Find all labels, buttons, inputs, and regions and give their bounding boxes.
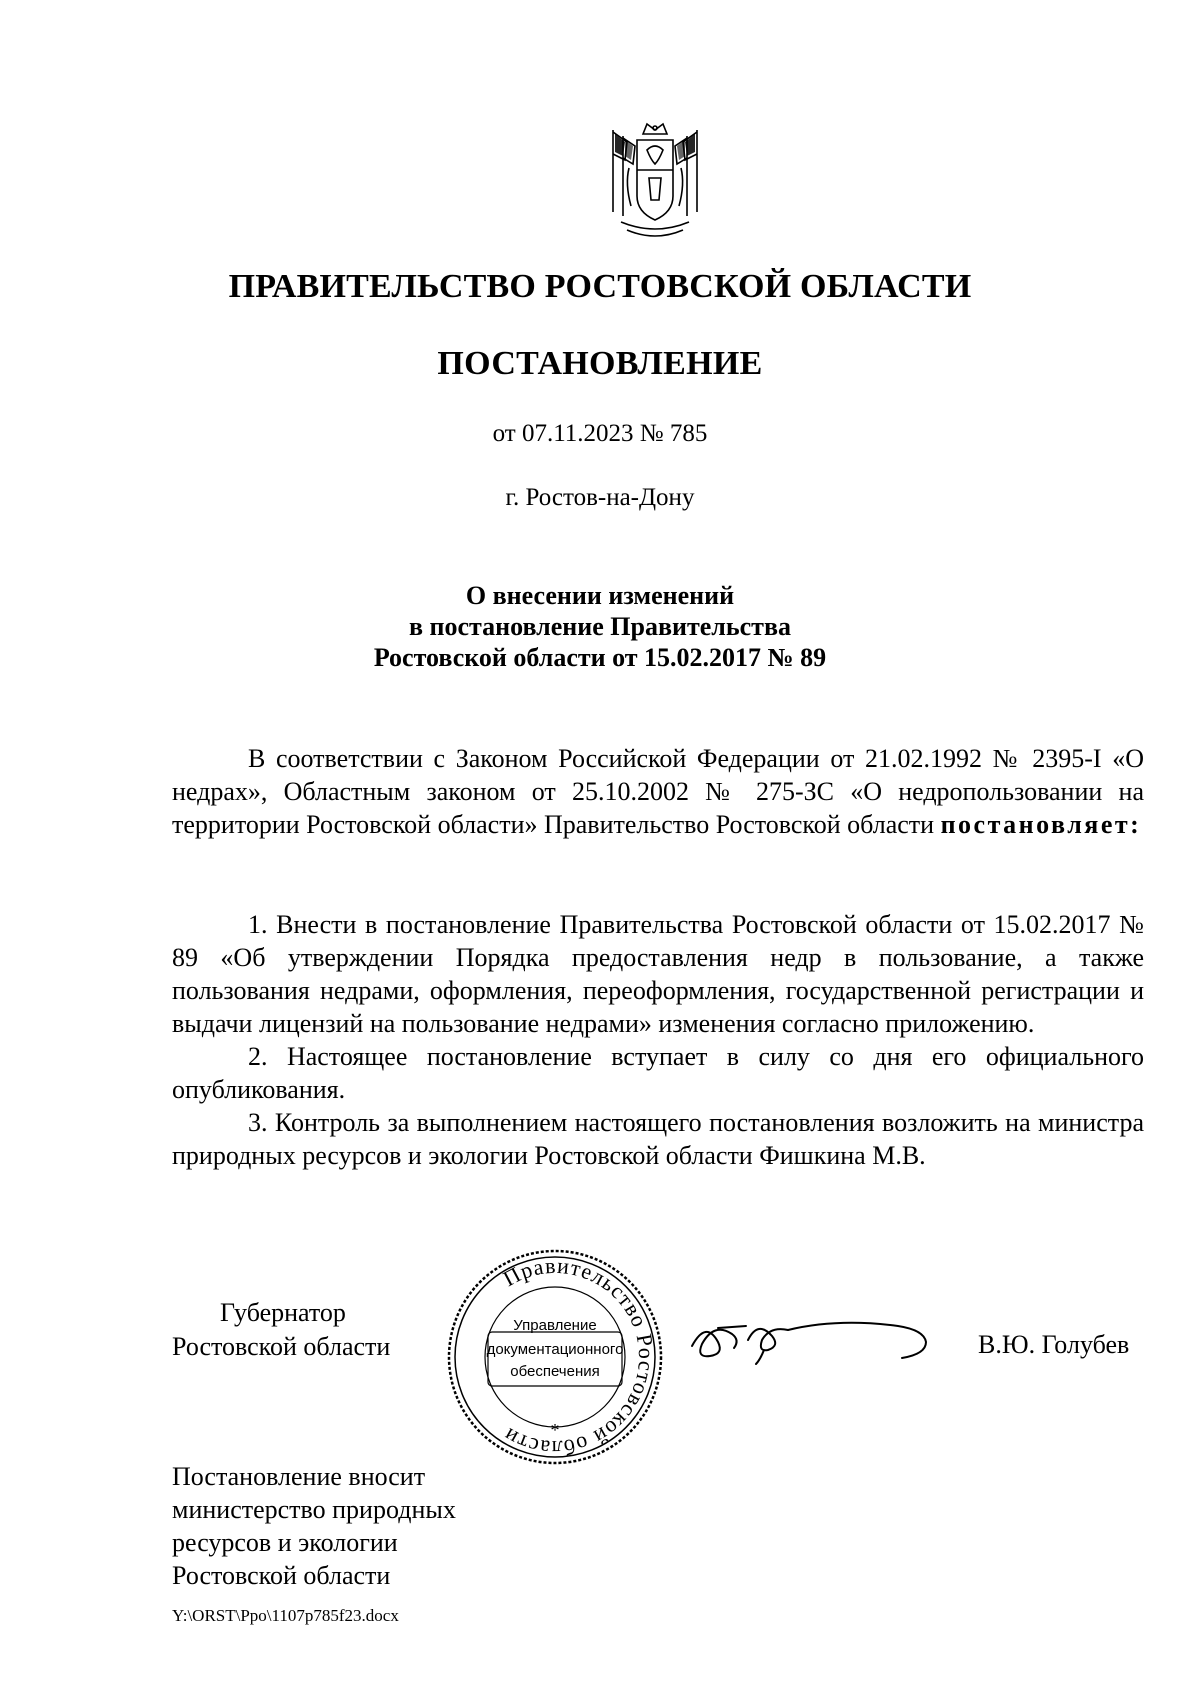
coat-of-arms-icon <box>603 120 707 246</box>
document-subject <box>0 580 1200 673</box>
document-date-number: от 07.11.2023 № 785 <box>492 420 708 447</box>
subject-line: в постановление Правительства <box>408 612 791 641</box>
preamble-text: В соответствии с Законом Российской Федерации от 21.02.1992 № 2395-I «О недрах», Областным законом от 25.10.2002 № 275-ЗС «О недропользовании на территории Ростовской области» Правительство Ростовской области <box>172 744 1144 839</box>
file-path: Y:\ORST\Ppo\1107p785f23.docx <box>172 1606 399 1625</box>
signer-position-line: Ростовской области <box>172 1332 391 1361</box>
signer-name: В.Ю. Голубев <box>978 1330 1130 1359</box>
seal-center-line: документационного <box>486 1341 624 1358</box>
handwritten-signature <box>688 1306 938 1366</box>
introducer-line: Ростовской области <box>172 1561 391 1590</box>
introducer-line: министерство природных <box>172 1495 456 1524</box>
seal-center-line: Управление <box>513 1317 597 1334</box>
signer-position <box>172 1296 390 1364</box>
list-item: 2. Настоящее постановление вступает в силу со дня его официального опубликования. <box>172 1042 1144 1104</box>
signer-position-line: Губернатор <box>220 1298 346 1327</box>
organization-title: ПРАВИТЕЛЬСТВО РОСТОВСКОЙ ОБЛАСТИ <box>228 268 972 305</box>
introducer-note <box>172 1460 456 1592</box>
document-type-title: ПОСТАНОВЛЕНИЕ <box>437 345 763 382</box>
preamble <box>172 742 1144 841</box>
seal-star-icon: * <box>550 1420 560 1440</box>
seal-ring-text: Правительство Ростовской области <box>498 1252 660 1462</box>
introducer-line: ресурсов и экологии <box>172 1528 398 1557</box>
list-item: 1. Внести в постановление Правительства Ростовской области от 15.02.2017 № 89 «Об утверждении Порядка предоставления недр в пользование, а также пользования недрами, оформления, переоформления, государственной регистрации и выдачи лицензий на пользование недрами» изменения согласно приложению. <box>172 910 1144 1038</box>
subject-line: Ростовской области от 15.02.2017 № 89 <box>373 643 827 672</box>
introducer-line: Постановление вносит <box>172 1462 426 1491</box>
document-city: г. Ростов-на-Дону <box>505 484 695 511</box>
official-seal <box>446 1248 664 1466</box>
seal-center-line: обеспечения <box>510 1363 600 1380</box>
list-item: 3. Контроль за выполнением настоящего постановления возложить на министра природных ресурсов и экологии Ростовской области Фишкина М.В. <box>172 1108 1144 1170</box>
resolve-word: постановляет: <box>940 810 1142 839</box>
subject-line: О внесении изменений <box>465 581 735 610</box>
resolution-items <box>172 908 1144 1172</box>
